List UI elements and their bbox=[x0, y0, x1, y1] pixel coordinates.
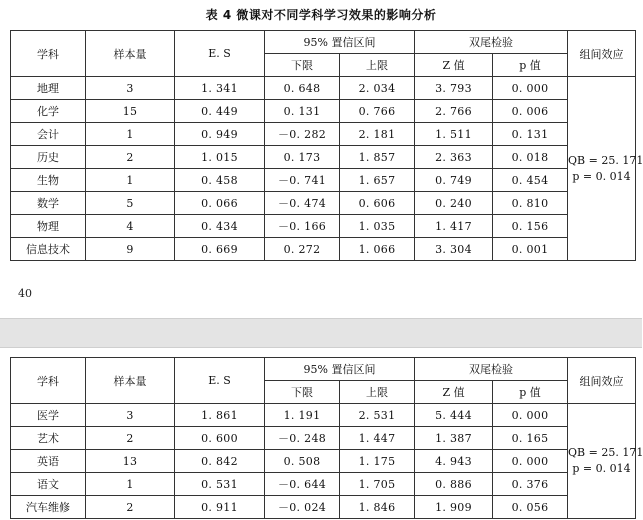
cell-z: 0. 240 bbox=[415, 192, 493, 215]
cell-es: 0. 949 bbox=[175, 123, 265, 146]
cell-lower: －0. 741 bbox=[265, 169, 340, 192]
cell-subject: 生物 bbox=[11, 169, 86, 192]
cell-n: 5 bbox=[86, 192, 175, 215]
cell-lower: 0. 173 bbox=[265, 146, 340, 169]
cell-upper: 1. 447 bbox=[340, 427, 415, 450]
cell-upper: 1. 066 bbox=[340, 238, 415, 261]
cell-p: 0. 056 bbox=[493, 496, 568, 519]
header-sample-size: 样本量 bbox=[86, 31, 175, 77]
cell-subject: 地理 bbox=[11, 77, 86, 100]
header-ci: 95% 置信区间 bbox=[265, 358, 415, 381]
cell-z: 1. 387 bbox=[415, 427, 493, 450]
header-p: p 值 bbox=[493, 54, 568, 77]
header-between-group: 组间效应 bbox=[568, 358, 636, 404]
table-row bbox=[11, 238, 636, 261]
cell-n: 3 bbox=[86, 77, 175, 100]
cell-es: 0. 600 bbox=[175, 427, 265, 450]
header-two-tailed: 双尾检验 bbox=[415, 31, 568, 54]
header-ci: 95% 置信区间 bbox=[265, 31, 415, 54]
cell-p: 0. 165 bbox=[493, 427, 568, 450]
cell-n: 13 bbox=[86, 450, 175, 473]
cell-subject: 会计 bbox=[11, 123, 86, 146]
header-row bbox=[11, 358, 636, 381]
cell-upper: 0. 766 bbox=[340, 100, 415, 123]
cell-subject: 信息技术 bbox=[11, 238, 86, 261]
cell-upper: 1. 857 bbox=[340, 146, 415, 169]
effect-qb: QB = 25. 171 bbox=[568, 153, 643, 167]
header-ci-upper: 上限 bbox=[340, 54, 415, 77]
table-row bbox=[11, 473, 636, 496]
header-p: p 值 bbox=[493, 381, 568, 404]
cell-es: 0. 449 bbox=[175, 100, 265, 123]
cell-es: 0. 458 bbox=[175, 169, 265, 192]
cell-lower: －0. 248 bbox=[265, 427, 340, 450]
cell-es: 0. 531 bbox=[175, 473, 265, 496]
cell-lower: 0. 508 bbox=[265, 450, 340, 473]
cell-subject: 汽车维修 bbox=[11, 496, 86, 519]
cell-n: 15 bbox=[86, 100, 175, 123]
cell-p: 0. 006 bbox=[493, 100, 568, 123]
table-row bbox=[11, 404, 636, 427]
cell-z: 3. 304 bbox=[415, 238, 493, 261]
cell-subject: 历史 bbox=[11, 146, 86, 169]
cell-lower: －0. 644 bbox=[265, 473, 340, 496]
cell-es: 0. 066 bbox=[175, 192, 265, 215]
cell-es: 0. 669 bbox=[175, 238, 265, 261]
cell-upper: 1. 846 bbox=[340, 496, 415, 519]
cell-upper: 0. 606 bbox=[340, 192, 415, 215]
cell-lower: －0. 282 bbox=[265, 123, 340, 146]
cell-z: 1. 909 bbox=[415, 496, 493, 519]
cell-subject: 艺术 bbox=[11, 427, 86, 450]
header-subject: 学科 bbox=[11, 358, 86, 404]
header-two-tailed: 双尾检验 bbox=[415, 358, 568, 381]
table-row bbox=[11, 192, 636, 215]
subject-effect-table-2 bbox=[10, 357, 643, 519]
cell-subject: 语文 bbox=[11, 473, 86, 496]
header-sample-size: 样本量 bbox=[86, 358, 175, 404]
cell-subject: 医学 bbox=[11, 404, 86, 427]
header-subject: 学科 bbox=[11, 31, 86, 77]
cell-upper: 2. 034 bbox=[340, 77, 415, 100]
subject-effect-table-1 bbox=[10, 30, 643, 261]
header-z: Z 值 bbox=[415, 381, 493, 404]
cell-es: 0. 842 bbox=[175, 450, 265, 473]
cell-p: 0. 810 bbox=[493, 192, 568, 215]
cell-n: 1 bbox=[86, 169, 175, 192]
cell-z: 3. 793 bbox=[415, 77, 493, 100]
cell-p: 0. 376 bbox=[493, 473, 568, 496]
cell-subject: 物理 bbox=[11, 215, 86, 238]
effect-p: p = 0. 014 bbox=[572, 462, 631, 475]
cell-es: 1. 861 bbox=[175, 404, 265, 427]
cell-z: 1. 417 bbox=[415, 215, 493, 238]
cell-n: 1 bbox=[86, 473, 175, 496]
cell-lower: －0. 166 bbox=[265, 215, 340, 238]
cell-upper: 1. 657 bbox=[340, 169, 415, 192]
cell-z: 1. 511 bbox=[415, 123, 493, 146]
cell-n: 3 bbox=[86, 404, 175, 427]
cell-upper: 1. 175 bbox=[340, 450, 415, 473]
header-ci-upper: 上限 bbox=[340, 381, 415, 404]
cell-es: 1. 341 bbox=[175, 77, 265, 100]
header-ci-lower: 下限 bbox=[265, 54, 340, 77]
table-row bbox=[11, 427, 636, 450]
cell-lower: 0. 648 bbox=[265, 77, 340, 100]
page-break-divider bbox=[0, 318, 642, 348]
cell-p: 0. 018 bbox=[493, 146, 568, 169]
header-row bbox=[11, 31, 636, 54]
cell-subject: 化学 bbox=[11, 100, 86, 123]
page-bottom bbox=[0, 348, 642, 520]
cell-z: 2. 363 bbox=[415, 146, 493, 169]
table-caption: 表 4 微课对不同学科学习效果的影响分析 bbox=[205, 8, 437, 22]
cell-es: 0. 911 bbox=[175, 496, 265, 519]
between-group-effect bbox=[568, 404, 643, 519]
cell-z: 4. 943 bbox=[415, 450, 493, 473]
cell-lower: －0. 474 bbox=[265, 192, 340, 215]
cell-n: 2 bbox=[86, 496, 175, 519]
cell-p: 0. 000 bbox=[493, 450, 568, 473]
cell-n: 2 bbox=[86, 427, 175, 450]
cell-lower: 0. 131 bbox=[265, 100, 340, 123]
effect-qb: QB = 25. 171 bbox=[568, 446, 643, 459]
cell-n: 2 bbox=[86, 146, 175, 169]
cell-upper: 1. 705 bbox=[340, 473, 415, 496]
cell-subject: 英语 bbox=[11, 450, 86, 473]
cell-z: 5. 444 bbox=[415, 404, 493, 427]
between-group-effect bbox=[568, 77, 643, 261]
cell-upper: 1. 035 bbox=[340, 215, 415, 238]
page-number: 40 bbox=[18, 287, 32, 300]
cell-upper: 2. 181 bbox=[340, 123, 415, 146]
cell-lower: 1. 191 bbox=[265, 404, 340, 427]
table-row bbox=[11, 100, 636, 123]
effect-p: p = 0. 014 bbox=[572, 169, 631, 183]
cell-p: 0. 000 bbox=[493, 404, 568, 427]
header-between-group: 组间效应 bbox=[568, 31, 636, 77]
cell-n: 1 bbox=[86, 123, 175, 146]
table-row bbox=[11, 123, 636, 146]
cell-lower: 0. 272 bbox=[265, 238, 340, 261]
cell-p: 0. 156 bbox=[493, 215, 568, 238]
cell-subject: 数学 bbox=[11, 192, 86, 215]
table-row bbox=[11, 77, 636, 100]
table-row bbox=[11, 215, 636, 238]
header-ci-lower: 下限 bbox=[265, 381, 340, 404]
table-row bbox=[11, 169, 636, 192]
header-z: Z 值 bbox=[415, 54, 493, 77]
cell-n: 4 bbox=[86, 215, 175, 238]
cell-upper: 2. 531 bbox=[340, 404, 415, 427]
cell-lower: －0. 024 bbox=[265, 496, 340, 519]
cell-p: 0. 001 bbox=[493, 238, 568, 261]
cell-z: 0. 749 bbox=[415, 169, 493, 192]
header-es: E. S bbox=[175, 31, 265, 77]
cell-p: 0. 131 bbox=[493, 123, 568, 146]
cell-n: 9 bbox=[86, 238, 175, 261]
cell-z: 0. 886 bbox=[415, 473, 493, 496]
cell-z: 2. 766 bbox=[415, 100, 493, 123]
cell-es: 1. 015 bbox=[175, 146, 265, 169]
header-es: E. S bbox=[175, 358, 265, 404]
table-row bbox=[11, 146, 636, 169]
cell-es: 0. 434 bbox=[175, 215, 265, 238]
cell-p: 0. 000 bbox=[493, 77, 568, 100]
cell-p: 0. 454 bbox=[493, 169, 568, 192]
table-row bbox=[11, 496, 636, 519]
table-row bbox=[11, 450, 636, 473]
